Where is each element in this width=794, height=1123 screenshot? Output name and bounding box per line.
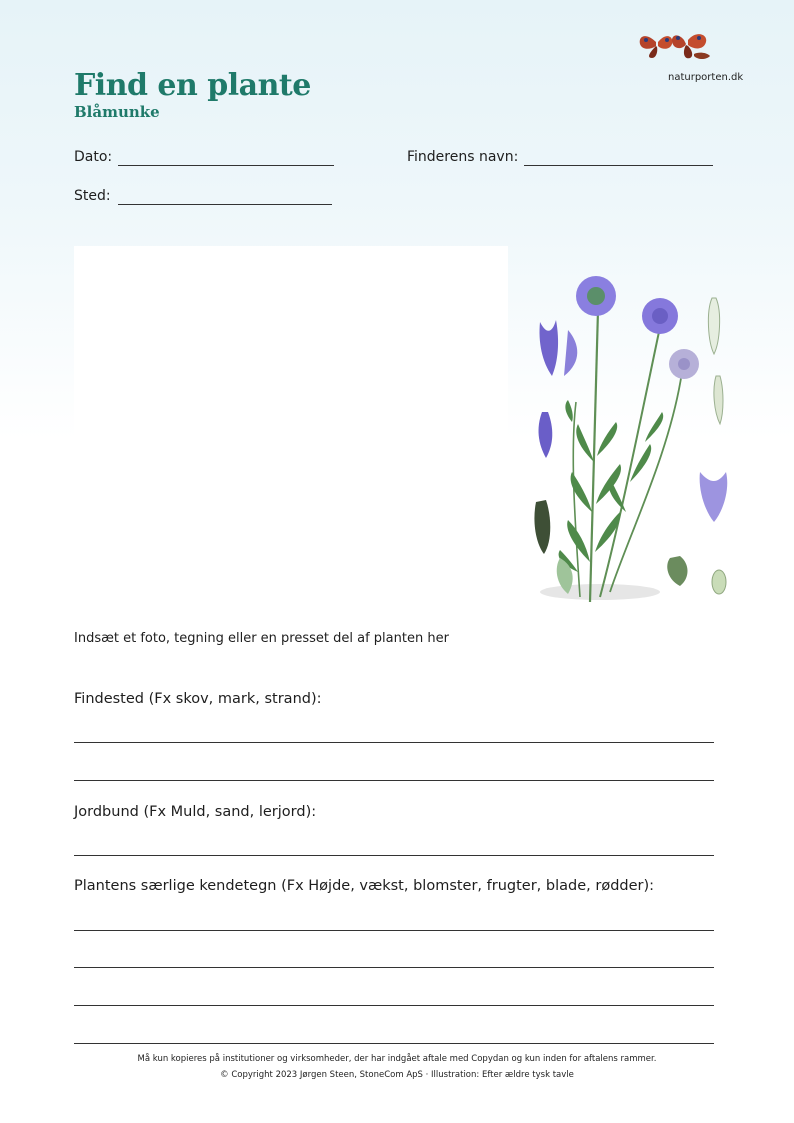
plant-illustration [520,272,748,612]
jordbund-label: Jordbund (Fx Muld, sand, lerjord): [74,804,317,820]
plant-name: Blåmunke [74,103,160,121]
findested-line-1[interactable] [74,742,714,743]
photo-caption: Indsæt et foto, tegning eller en presset del af planten her [74,631,449,646]
butterfly-logo-icon [636,28,716,64]
kendetegn-line-1[interactable] [74,930,714,931]
copyright-notice: Må kun kopieres på institutioner og virksomheder, der har indgået aftale med Copydan og kun inden for aftalens rammer. [137,1054,657,1064]
site-name: naturporten.dk [668,72,744,83]
flower-heads [576,276,699,379]
kendetegn-label: Plantens særlige kendetegn (Fx Højde, vækst, blomster, frugter, blade, rødder): [74,878,655,894]
page-title: Find en plante [74,68,311,103]
copyright-line: © Copyright 2023 Jørgen Steen, StoneCom ApS · Illustration: Efter ældre tysk tavle [220,1070,574,1080]
date-field[interactable] [118,165,334,166]
kendetegn-line-3[interactable] [74,1005,714,1006]
findested-label: Findested (Fx skov, mark, strand): [74,691,322,707]
findested-line-2[interactable] [74,780,714,781]
place-field[interactable] [118,204,332,205]
kendetegn-line-4[interactable] [74,1043,714,1044]
kendetegn-line-2[interactable] [74,967,714,968]
place-label: Sted: [74,188,111,204]
date-label: Dato: [74,149,113,165]
finder-name-label: Finderens navn: [407,149,519,165]
jordbund-line-1[interactable] [74,855,714,856]
photo-drop-area[interactable] [74,246,508,601]
finder-name-field[interactable] [524,165,713,166]
